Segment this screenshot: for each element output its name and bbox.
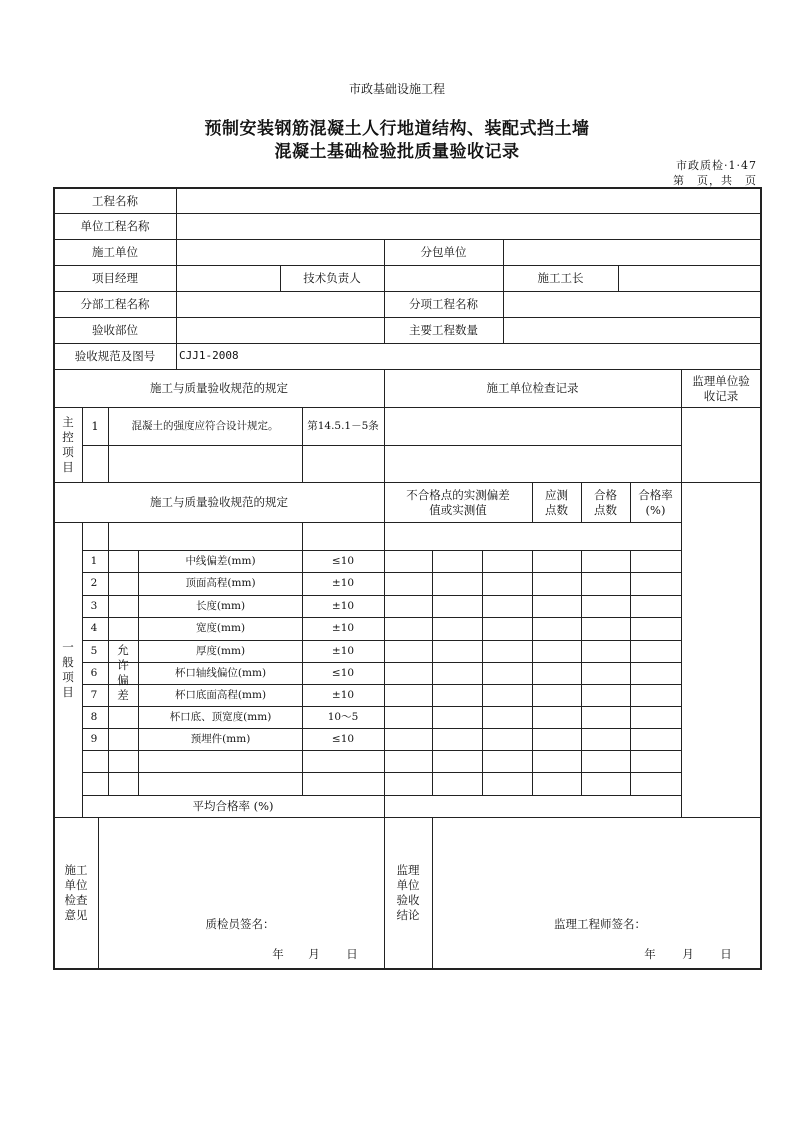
document-category: 市政基础设施工程 xyxy=(348,82,445,96)
label-unit-project: 单位工程名称 xyxy=(80,219,150,234)
supervision-conclusion-label-char: 验收 xyxy=(396,893,420,907)
general-items-label xyxy=(54,523,82,817)
main-item-no: 1 xyxy=(91,419,99,434)
item-name: 顶面高程(mm) xyxy=(185,577,256,590)
label-foreman: 施工工长 xyxy=(537,271,584,286)
grid-line xyxy=(503,239,504,265)
supervision-conclusion-label-char: 监理 xyxy=(396,863,420,878)
general-items-label-char: 目 xyxy=(62,684,74,699)
page-counter: 第 页，共 页 xyxy=(673,174,757,187)
grid-line xyxy=(384,265,385,291)
inspector-signature: 质检员签名： xyxy=(205,916,275,931)
item-limit: ±10 xyxy=(331,644,355,657)
average-pass-rate: 平均合格率 (%) xyxy=(192,799,274,814)
supervision-conclusion-label-char: 单位 xyxy=(396,878,420,893)
grid-line xyxy=(432,550,433,795)
item-name: 杯口轴线偏位(mm) xyxy=(174,666,267,679)
general-header-points: 应测点数 xyxy=(545,487,568,517)
item-limit: 10～5 xyxy=(327,710,359,723)
label-subitem: 分项工程名称 xyxy=(409,297,478,312)
item-no: 2 xyxy=(90,577,98,590)
general-items-label-char: 般 xyxy=(62,655,74,670)
item-name: 杯口底、顶宽度(mm) xyxy=(169,710,272,723)
grid-line xyxy=(581,550,582,795)
main-control-label-char: 目 xyxy=(62,459,74,474)
general-items-label-char: 一 xyxy=(62,640,74,655)
general-header-deviation: 不合格点的实测偏差值或实测值 xyxy=(406,487,510,517)
grid-line xyxy=(82,750,681,751)
header-supervision-record: 监理单位验收记录 xyxy=(692,373,750,403)
main-item-text: 混凝土的强度应符合设计规定。 xyxy=(131,419,279,432)
grid-line xyxy=(53,968,761,970)
label-project-manager: 项目经理 xyxy=(92,271,138,286)
general-header-rate: 合格率(%) xyxy=(638,487,673,517)
construction-opinion-label xyxy=(54,818,98,968)
item-no: 1 xyxy=(90,554,98,567)
general-items-label-char: 项 xyxy=(62,670,74,684)
allowable-deviation-label xyxy=(108,551,138,795)
sign-year-left: 年 xyxy=(272,946,284,961)
grid-line xyxy=(82,522,83,817)
label-spec: 验收规范及图号 xyxy=(74,349,156,364)
allowable-deviation-label-char: 许 xyxy=(117,658,129,673)
construction-opinion-label-char: 单位 xyxy=(64,878,88,893)
grid-line xyxy=(532,550,533,795)
header-check-record: 施工单位检查记录 xyxy=(486,381,579,396)
grid-line xyxy=(98,817,99,968)
label-division: 分部工程名称 xyxy=(80,297,150,312)
grid-line xyxy=(681,482,682,522)
item-name: 杯口底面高程(mm) xyxy=(174,688,267,701)
grid-line xyxy=(618,265,619,291)
grid-line xyxy=(82,772,681,773)
document-title-line2: 混凝土基础检验批质量验收记录 xyxy=(274,142,520,162)
sign-year-right: 年 xyxy=(644,946,656,961)
supervision-conclusion-label xyxy=(384,818,432,968)
form-code: 市政质检·1·47 xyxy=(676,159,757,172)
item-name: 中线偏差(mm) xyxy=(185,554,256,567)
grid-line xyxy=(760,187,762,970)
construction-opinion-label-char: 施工 xyxy=(64,863,88,878)
item-limit: ±10 xyxy=(331,577,355,590)
grid-line xyxy=(482,550,483,795)
item-limit: ±10 xyxy=(331,622,355,635)
allowable-deviation-label-char: 允 xyxy=(117,643,129,658)
grid-line xyxy=(432,817,433,968)
construction-opinion-label-char: 检查 xyxy=(64,893,88,907)
item-name: 宽度(mm) xyxy=(195,622,246,635)
item-limit: ≤10 xyxy=(331,666,355,679)
item-no: 9 xyxy=(90,732,98,745)
construction-opinion-label-char: 意见 xyxy=(64,907,88,922)
item-name: 厚度(mm) xyxy=(195,644,246,657)
supervision-conclusion-label-char: 结论 xyxy=(396,907,420,922)
grid-line xyxy=(384,522,385,817)
item-no: 8 xyxy=(90,710,98,723)
header-spec: 施工与质量验收规范的规定 xyxy=(150,381,288,396)
grid-line xyxy=(681,522,682,817)
engineer-signature: 监理工程师签名： xyxy=(554,916,646,931)
item-limit: ±10 xyxy=(331,599,355,612)
spec-value: CJJ1-2008 xyxy=(179,349,239,363)
label-main-quantity: 主要工程数量 xyxy=(409,323,478,338)
main-item-clause: 第14.5.1－5条 xyxy=(307,419,379,432)
label-tech-lead: 技术负责人 xyxy=(303,271,361,286)
allowable-deviation-label-char: 偏 xyxy=(117,673,129,687)
general-header-pass-points: 合格点数 xyxy=(594,487,617,517)
item-no: 6 xyxy=(90,666,98,679)
item-no: 7 xyxy=(90,688,98,701)
main-control-label-char: 主 xyxy=(62,415,74,430)
item-name: 长度(mm) xyxy=(195,599,246,612)
item-no: 4 xyxy=(90,622,98,635)
label-sub-unit: 分包单位 xyxy=(420,245,467,260)
main-control-label xyxy=(54,408,82,482)
grid-line xyxy=(53,522,681,523)
label-construction-unit: 施工单位 xyxy=(92,245,138,260)
sign-day-right: 日 xyxy=(720,946,732,961)
item-limit: ≤10 xyxy=(331,732,355,745)
item-limit: ±10 xyxy=(331,688,355,701)
grid-line xyxy=(630,550,631,795)
sign-day-left: 日 xyxy=(346,946,358,961)
main-control-label-char: 控 xyxy=(62,430,74,445)
grid-line xyxy=(176,188,177,369)
general-header-spec: 施工与质量验收规范的规定 xyxy=(150,495,288,510)
item-no: 5 xyxy=(90,644,98,657)
grid-line xyxy=(503,291,504,343)
sign-month-left: 月 xyxy=(308,946,320,961)
main-control-label-char: 项 xyxy=(62,445,74,459)
grid-line xyxy=(82,445,681,446)
allowable-deviation-label-char: 差 xyxy=(117,687,129,702)
label-project-name: 工程名称 xyxy=(92,193,138,208)
document-title-line1: 预制安装钢筋混凝土人行地道结构、装配式挡土墙 xyxy=(204,119,590,139)
item-limit: ≤10 xyxy=(331,554,355,567)
item-no: 3 xyxy=(90,599,98,612)
sign-month-right: 月 xyxy=(682,946,694,961)
item-name: 预埋件(mm) xyxy=(190,732,251,745)
label-inspection-part: 验收部位 xyxy=(92,323,138,338)
